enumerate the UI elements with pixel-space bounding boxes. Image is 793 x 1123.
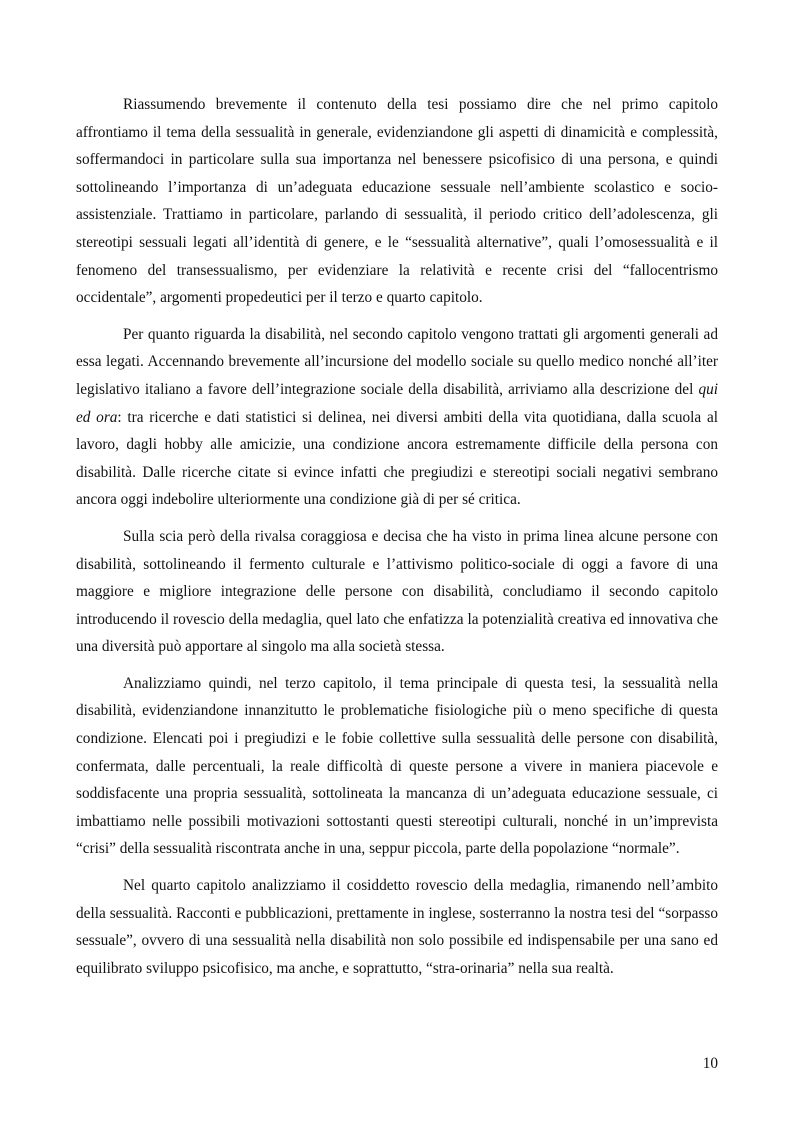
paragraph-2-text-after: : tra ricerche e dati statistici si delinea, nei diversi ambiti della vita quotidiana, dalla scuola al lavoro, dagli hobby alle amicizie, una condizione ancora estremamente difficile della persona con disabilità. Dalle ricerche citate si evince infatti che pregiudizi e stereotipi sociali negativi sembrano ancora oggi indebolire ulteriormente una condizione già di per sé critica. — [76, 408, 718, 509]
paragraph-4: Analizziamo quindi, nel terzo capitolo, il tema principale di questa tesi, la sessualità nella disabilità, evidenziandone innanzitutto le problematiche fisiologiche più o meno specifiche di questa condizione. Elencati poi i pregiudizi e le fobie collettive sulla sessualità delle persone con disabilità, confermata, dalle percentuali, la reale difficoltà di queste persone a vivere in maniera piacevole e soddisfacente una propria sessualità, sottolineata la mancanza di un’adeguata educazione sessuale, ci imbattiamo nelle possibili motivazioni sottostanti questi stereotipi culturali, nonché in un’imprevista “crisi” della sessualità riscontrata anche in una, seppur piccola, parte della popolazione “normale”. — [76, 674, 718, 858]
paragraph-2 — [76, 321, 718, 514]
paragraph-2-italic-phrase: qui ed ora — [76, 380, 718, 426]
paragraph-1: Riassumendo brevemente il contenuto della tesi possiamo dire che nel primo capitolo affrontiamo il tema della sessualità in generale, evidenziandone gli aspetti di dinamicità e complessità, soffermandoci in particolare sulla sua importanza nel benessere psicofisico di una persona, e quindi sottolineando l’importanza di un’adeguata educazione sessuale nell’ambiente scolastico e socio-assistenziale. Trattiamo in particolare, parlando di sessualità, il periodo critico dell’adolescenza, gli stereotipi sessuali legati all’identità di genere, e le “sessualità alternative”, quali l’omosessualità e il fenomeno del transessualismo, per evidenziare la relatività e recente crisi del “fallocentrismo occidentale”, argomenti propedeutici per il terzo e quarto capitolo. — [76, 96, 718, 307]
paragraph-5: Nel quarto capitolo analizziamo il cosiddetto rovescio della medaglia, rimanendo nell’ambito della sessualità. Racconti e pubblicazioni, prettamente in inglese, sosterranno la nostra tesi del “sorpasso sessuale”, ovvero di una sessualità nella disabilità non solo possibile ed indispensabile per una sano ed equilibrato sviluppo psicofisico, ma anche, e soprattutto, “stra-orinaria” nella sua realtà. — [76, 877, 718, 977]
page-number: 10 — [702, 1055, 718, 1072]
document-page — [76, 91, 718, 991]
paragraph-3: Sulla scia però della rivalsa coraggiosa e decisa che ha visto in prima linea alcune persone con disabilità, sottolineando il fermento culturale e l’attivismo politico-sociale di oggi a favore di una maggiore e migliore integrazione delle persone con disabilità, concludiamo il secondo capitolo introducendo il rovescio della medaglia, quel lato che enfatizza la potenzialità creativa ed innovativa che una diversità può apportare al singolo ma alla società stessa. — [76, 527, 718, 656]
paragraph-2-text-before: Per quanto riguarda la disabilità, nel secondo capitolo vengono trattati gli argomenti generali ad essa legati. Accennando brevemente all’incursione del modello sociale su quello medico nonché all’iter legislativo italiano a favore dell’integrazione sociale della disabilità, arriviamo alla descrizione del — [76, 325, 718, 398]
